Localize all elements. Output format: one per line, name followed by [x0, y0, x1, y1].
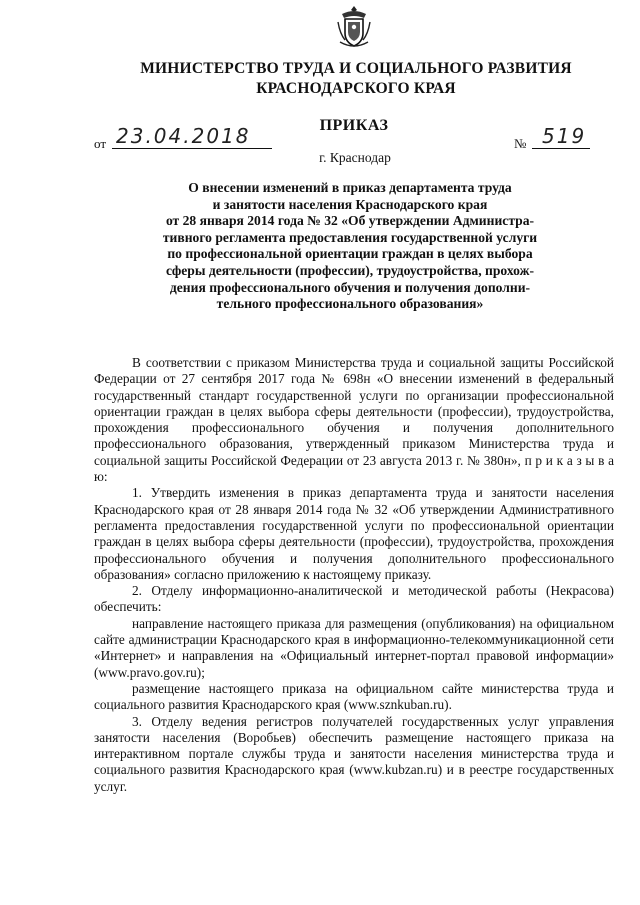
item-2-paragraph: 2. Отделу информационно-аналитической и методической работы (Некрасова) обеспечить: — [94, 583, 614, 615]
ministry-name-line2: КРАСНОДАРСКОГО КРАЯ — [256, 80, 456, 97]
item-3-paragraph: 3. Отделу ведения регистров получателей государственных услуг управления занятости населения (Воробьев) обеспечить размещение настоящего приказа на интерактивном портале службы труда и занятости населения министерства труда и социального развития Краснодарского края (www.kubzan.ru) и в реестре государственных услуг. — [94, 713, 614, 794]
title-line: и занятости населения Краснодарского края — [212, 196, 488, 212]
handwritten-number: 519 — [542, 124, 587, 148]
order-title — [120, 180, 580, 313]
city: г. Краснодар — [319, 150, 391, 165]
handwritten-date: 23.04.2018 — [116, 124, 251, 148]
number-label: № — [514, 136, 527, 151]
item-1-paragraph: 1. Утвердить изменения в приказ департамента труда и занятости населения Краснодарского края от 28 января 2014 года № 32 «Об утверждении Административного регламента предоставления государственной услуги по профессиональной ориентации граждан в целях выбора сферы деятельности (профессии), трудоустройства, прохождения профессионального обучения и получения дополнительного профессионального образования» согласно приложению к настоящему приказу. — [94, 485, 614, 582]
date-underline — [112, 148, 272, 149]
order-body — [94, 355, 614, 795]
title-line: тивного регламента предоставления государственной услуги — [162, 229, 538, 245]
title-line: дения профессионального обучения и получения дополни- — [169, 279, 531, 295]
item-2b-paragraph: размещение настоящего приказа на официальном сайте министерства труда и социального развития Краснодарского края (www.sznkuban.ru). — [94, 680, 614, 713]
item-2a-paragraph: направление настоящего приказа для размещения (опубликования) на официальном сайте администрации Краснодарского края в информационно-телекоммуникационной сети «Интернет» и направления на «Официальный интернет-портал правовой информации» (www.pravo.gov.ru); — [94, 615, 614, 680]
title-line: от 28 января 2014 года № 32 «Об утверждении Администра- — [165, 213, 535, 229]
title-line: тельного профессионального образования» — [216, 296, 484, 312]
doc-type-heading: ПРИКАЗ — [319, 117, 389, 134]
title-line: по профессиональной ориентации граждан в целях выбора — [167, 246, 533, 262]
date-label: от — [94, 136, 107, 151]
title-line: О внесении изменений в приказ департамента труда — [188, 180, 512, 195]
number-underline — [532, 148, 590, 149]
coat-of-arms-icon — [336, 4, 372, 50]
title-line: сферы деятельности (профессии), трудоустройства, прохож- — [166, 262, 534, 278]
preamble-paragraph: В соответствии с приказом Министерства труда и социальной защиты Российской Федерации от 27 сентября 2017 года № 698н «О внесении изменений в федеральный государственный стандарт государственной услуги по организации профессиональной ориентации граждан в целях выбора сферы деятельности (профессии), трудоустройства, прохождения профессионального обучения и получения дополнительного профессионального образования, утвержденный приказом Министерства труда и социальной защиты Российской Федерации от 23 августа 2013 г. № 380н», п р и к а з ы в а ю: — [94, 355, 614, 485]
ministry-name-line1: МИНИСТЕРСТВО ТРУДА И СОЦИАЛЬНОГО РАЗВИТИЯ — [140, 60, 572, 77]
